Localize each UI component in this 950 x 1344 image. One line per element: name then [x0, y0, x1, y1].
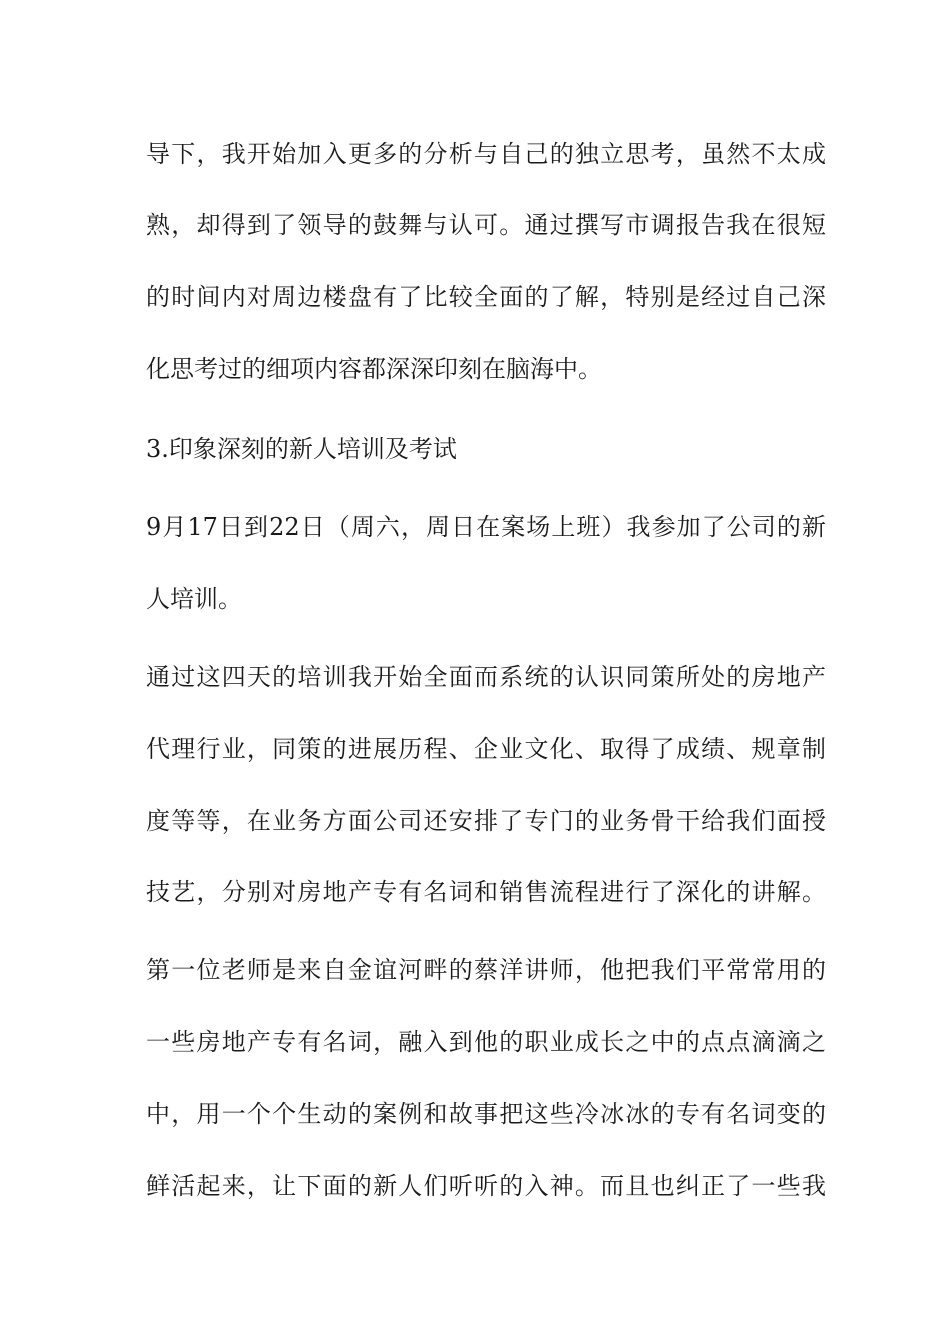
text-line-13: 一些房地产专有名词，融入到他的职业成长之中的点点滴滴之: [146, 1028, 826, 1056]
text-line-1: 导下，我开始加入更多的分析与自己的独立思考，虽然不太成: [146, 140, 826, 168]
text-line-12: 第一位老师是来自金谊河畔的蔡洋讲师，他把我们平常常用的: [146, 956, 826, 984]
section-heading: 3.印象深刻的新人培训及考试: [146, 435, 457, 463]
text-line-6: 9月17日到22日（周六，周日在案场上班）我参加了公司的新: [146, 513, 826, 541]
text-line-2: 熟，却得到了领导的鼓舞与认可。通过撰写市调报告我在很短: [146, 211, 826, 239]
text-line-11: 技艺，分别对房地产专有名词和销售流程进行了深化的讲解。: [146, 878, 826, 906]
text-line-4: 化思考过的细项内容都深深印刻在脑海中。: [146, 355, 602, 383]
text-line-9: 代理行业，同策的进展历程、企业文化、取得了成绩、规章制: [146, 735, 826, 763]
text-line-8: 通过这四天的培训我开始全面而系统的认识同策所处的房地产: [146, 663, 826, 691]
text-line-3: 的时间内对周边楼盘有了比较全面的了解，特别是经过自己深: [146, 283, 826, 311]
text-line-10: 度等等，在业务方面公司还安排了专门的业务骨干给我们面授: [146, 807, 826, 835]
text-line-15: 鲜活起来，让下面的新人们听听的入神。而且也纠正了一些我: [146, 1172, 826, 1200]
text-line-14: 中，用一个个生动的案例和故事把这些冷冰冰的专有名词变的: [146, 1100, 826, 1128]
text-line-7: 人培训。: [146, 585, 242, 613]
